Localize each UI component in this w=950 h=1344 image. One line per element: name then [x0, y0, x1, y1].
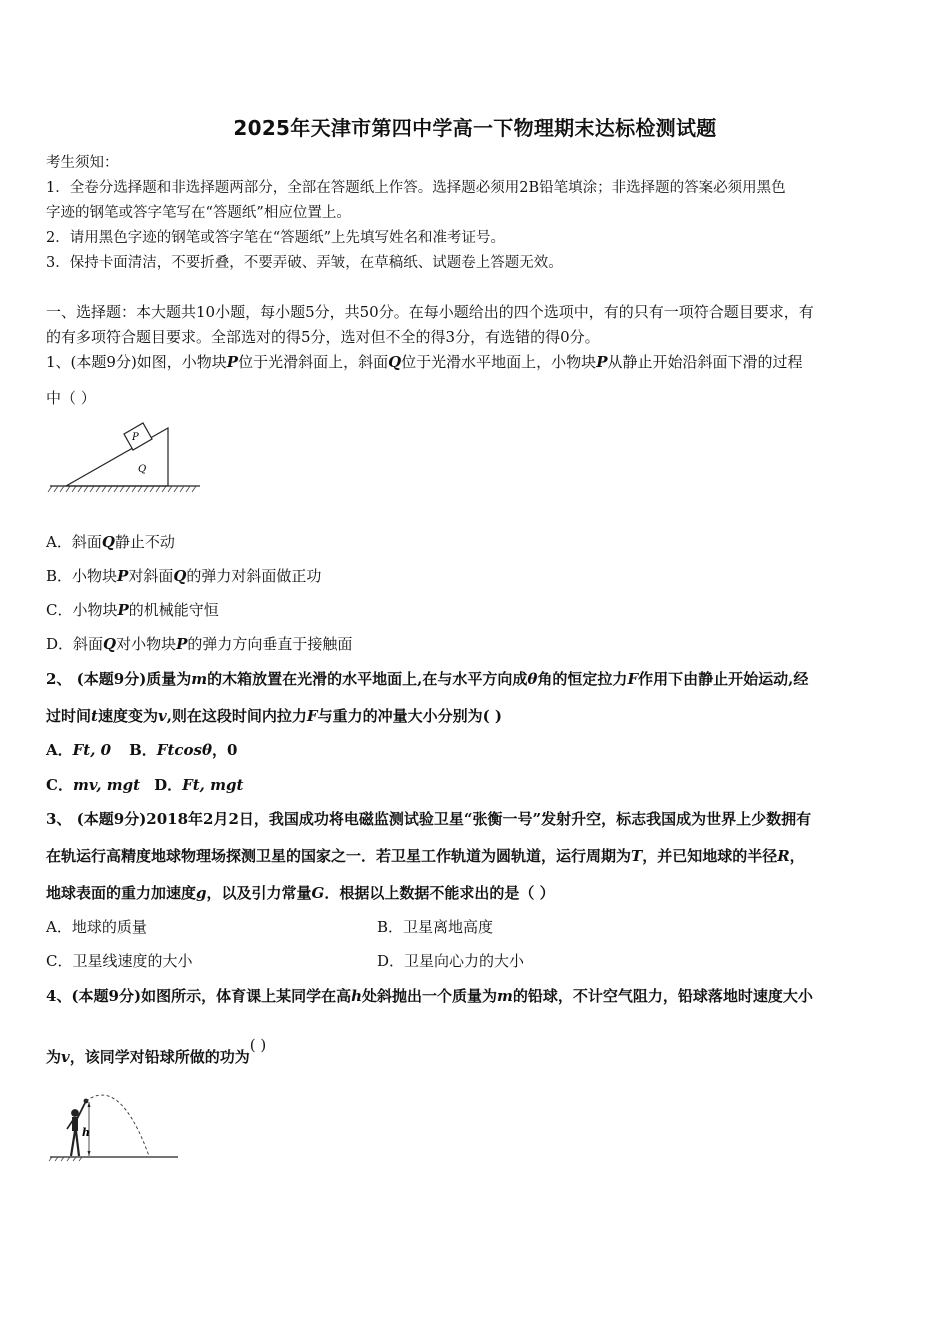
q2-text-d: 作用下由静止开始运动,经 [638, 670, 809, 688]
q4-var-v: v [61, 1048, 70, 1066]
q3-text-f: ．根据以上数据不能求出的是（ ） [324, 884, 555, 902]
q3-option-d: D．卫星向心力的大小 [377, 952, 525, 970]
q4-text-b: 处斜抛出一个质量为 [361, 987, 497, 1005]
notice-item-1-line-1: 1．全卷分选择题和非选择题两部分，全部在答题纸上作答。选择题必须用2B铅笔填涂；非选择题的答案必须用黑色 [46, 180, 786, 196]
q1-opt-d-var-p: P [176, 635, 188, 653]
q1-opt-b-post: 的弹力对斜面做正功 [186, 567, 322, 585]
trajectory-path [86, 1095, 149, 1156]
q3-text-a: 在轨运行高精度地球物理场探测卫星的国家之一．若卫星工作轨道为圆轨道，运行周期为 [46, 847, 632, 865]
q1-opt-b-var-q: Q [173, 567, 187, 585]
section-1-line-1: 一、选择题：本大题共10小题，每小题5分，共50分。在每小题给出的四个选项中，有的只有一项符合题目要求，有 [46, 303, 814, 321]
q3-line-2 [46, 846, 805, 866]
q2-text-e: 过时间 [46, 707, 92, 725]
q1-option-d [46, 634, 352, 654]
q2-text-h: 与重力的冲量大小分别为( ) [317, 707, 502, 725]
q2-var-theta: θ [527, 670, 538, 688]
q1-opt-c-post: 的机械能守恒 [128, 601, 219, 619]
q3-text-d: 地球表面的重力加速度 [46, 884, 197, 902]
q3-var-r: R [777, 847, 790, 865]
q1-opt-b-var-p: P [117, 567, 129, 585]
page-title: 2025年天津市第四中学高一下物理期末达标检测试题 [233, 116, 717, 140]
q2-text-f: 速度变为 [97, 707, 158, 725]
height-label: h [82, 1126, 90, 1139]
q3-text-e: ，以及引力常量 [206, 884, 312, 902]
q4-answer-paren: ( ) [249, 1036, 267, 1054]
q4-var-m: m [497, 987, 513, 1005]
q2-opt-c-value: mv, mgt [72, 776, 141, 794]
q4-shot-put-figure [48, 1090, 180, 1162]
q1-opt-a-post: 静止不动 [114, 533, 175, 551]
q1-line-1 [46, 352, 802, 372]
q4-text-c: 的铅球，不计空气阻力，铅球落地时速度大小 [512, 987, 813, 1005]
q3-var-gg: G [311, 884, 325, 902]
q2-text-a: 2、 (本题9分)质量为 [46, 670, 192, 688]
q1-var-p: P [226, 353, 239, 371]
q1-opt-a-pre: A．斜面 [46, 533, 102, 551]
q1-var-q: Q [388, 353, 402, 371]
notice-heading: 考生须知： [46, 155, 119, 171]
q2-opt-b-theta: θ [201, 741, 212, 759]
q1-opt-a-var: Q [101, 533, 115, 551]
q1-opt-c-var: P [117, 601, 129, 619]
q1-text-d: 从静止开始沿斜面下滑的过程 [607, 353, 803, 371]
q2-options-ab [46, 740, 237, 760]
q1-option-c [46, 600, 219, 620]
notice-item-1-line-2: 字迹的钢笔或答字笔写在“答题纸”相应位置上。 [46, 205, 351, 221]
notice-item-2: 2．请用黑色字迹的钢笔或答字笔在“答题纸”上先填写姓名和准考证号。 [46, 230, 506, 246]
q1-line-2: 中（ ） [46, 389, 96, 407]
q4-text-d: 为 [46, 1048, 62, 1066]
q1-var-p-2: P [596, 353, 608, 371]
q2-var-v: v [157, 707, 167, 725]
q2-options-cd [46, 775, 243, 795]
q2-opt-d-value: Ft, mgt [182, 776, 244, 794]
q4-text-e: ，该同学对铅球所做的功为 [69, 1048, 250, 1066]
q3-var-g: g [196, 884, 207, 902]
q2-opt-b-value: Ftcos [156, 741, 202, 759]
q1-text-c: 位于光滑水平地面上，小物块 [401, 353, 597, 371]
q2-opt-a-value: Ft, 0 [72, 741, 112, 759]
q1-opt-b-pre: B．小物块 [46, 567, 118, 585]
q1-opt-c-pre: C．小物块 [46, 601, 118, 619]
q4-line-2 [46, 1036, 267, 1067]
q1-option-a [46, 532, 175, 552]
q3-var-t: T [631, 847, 643, 865]
q2-opt-b-tail: ，0 [211, 741, 238, 759]
q2-text-b: 的木箱放置在光滑的水平地面上,在与水平方向成 [207, 670, 528, 688]
q2-var-f: F [627, 670, 639, 688]
q3-text-c: ， [789, 847, 805, 865]
wedge-q-shape [66, 428, 168, 486]
notice-item-3: 3．保持卡面清洁，不要折叠，不要弄破、弄皱，在草稿纸、试题卷上答题无效。 [46, 255, 563, 271]
q1-text-a: 1、(本题9分)如图，小物块 [46, 353, 227, 371]
q3-text-b: ，并已知地球的半径 [642, 847, 778, 865]
q4-var-h: h [351, 987, 362, 1005]
wedge-q-label: Q [138, 464, 147, 475]
q3-option-b: B．卫星离地高度 [377, 918, 494, 936]
q1-opt-d-mid: 对小物块 [116, 635, 177, 653]
q2-var-f-2: F [306, 707, 318, 725]
block-p-label: P [132, 432, 139, 443]
q1-text-b: 位于光滑斜面上，斜面 [238, 353, 389, 371]
q1-incline-figure [48, 418, 203, 496]
q2-opt-a-label: A． [46, 741, 73, 759]
q3-option-c: C．卫星线速度的大小 [46, 952, 193, 970]
q3-line-1: 3、 (本题9分)2018年2月2日，我国成功将电磁监测试验卫星“张衡一号”发射升空，标志我国成为世界上少数拥有 [46, 810, 812, 828]
q4-text-a: 4、(本题9分)如图所示，体育课上某同学在高 [46, 987, 352, 1005]
q2-line-1 [46, 669, 808, 689]
q2-text-g: ,则在这段时间内拉力 [166, 707, 307, 725]
q2-opt-b-label: B． [129, 741, 157, 759]
q1-opt-d-post: 的弹力方向垂直于接触面 [187, 635, 353, 653]
section-1-line-2: 的有多项符合题目要求。全部选对的得5分，选对但不全的得3分，有选错的得0分。 [46, 328, 600, 346]
q1-option-b [46, 566, 321, 586]
q3-option-a: A．地球的质量 [46, 918, 147, 936]
q2-opt-c-label: C． [46, 776, 73, 794]
q1-opt-d-var-q: Q [103, 635, 117, 653]
q2-var-t: t [91, 707, 98, 725]
q3-line-3 [46, 883, 555, 903]
q1-opt-d-pre: D．斜面 [46, 635, 104, 653]
q2-text-c: 角的恒定拉力 [537, 670, 628, 688]
q1-opt-b-mid: 对斜面 [128, 567, 174, 585]
q2-line-2 [46, 706, 502, 726]
q4-line-1 [46, 986, 813, 1006]
q2-opt-d-label: D． [154, 776, 183, 794]
q2-var-m: m [191, 670, 208, 688]
